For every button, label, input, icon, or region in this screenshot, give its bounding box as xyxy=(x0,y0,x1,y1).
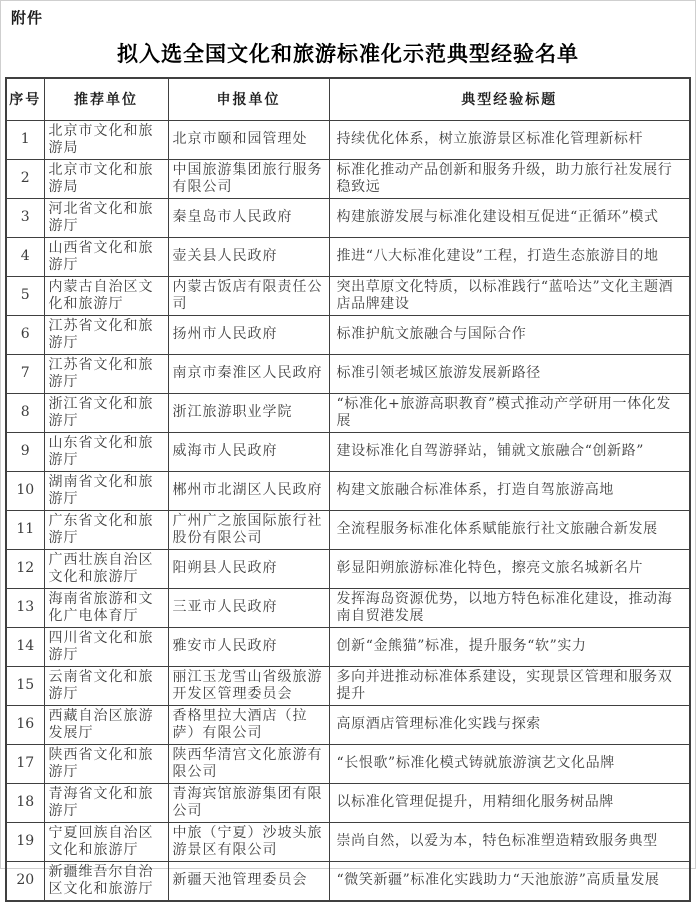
cell-experience-title: 全流程服务标准化体系赋能旅行社文旅融合新发展 xyxy=(329,510,690,549)
cell-applicant: 内蒙古饭店有限责任公司 xyxy=(168,276,329,315)
table-row xyxy=(6,510,690,549)
cell-recommender: 四川省文化和旅游厅 xyxy=(44,627,168,666)
cell-recommender: 海南省旅游和文化广电体育厅 xyxy=(44,588,168,627)
col-header-applicant: 申报单位 xyxy=(168,78,329,120)
page-title: 拟入选全国文化和旅游标准化示范典型经验名单 xyxy=(117,41,579,66)
table-row xyxy=(6,549,690,588)
cell-experience-title: 多向并进推动标准体系建设，实现景区管理和服务双提升 xyxy=(329,666,690,705)
cell-applicant: 丽江玉龙雪山省级旅游开发区管理委员会 xyxy=(168,666,329,705)
cell-applicant: 浙江旅游职业学院 xyxy=(168,393,329,432)
cell-experience-title: 持续优化体系，树立旅游景区标准化管理新标杆 xyxy=(329,120,690,159)
cell-applicant: 青海宾馆旅游集团有限公司 xyxy=(168,783,329,822)
cell-applicant: 阳朔县人民政府 xyxy=(168,549,329,588)
cell-index: 10 xyxy=(6,471,44,510)
cell-index: 13 xyxy=(6,588,44,627)
cell-recommender: 河北省文化和旅游厅 xyxy=(44,198,168,237)
table-row xyxy=(6,471,690,510)
cell-applicant: 三亚市人民政府 xyxy=(168,588,329,627)
col-header-index: 序号 xyxy=(6,78,44,120)
cell-experience-title: 创新“金熊猫”标准，提升服务“软”实力 xyxy=(329,627,690,666)
table-body xyxy=(6,120,690,901)
cell-experience-title: “微笑新疆”标准化实践助力“天池旅游”高质量发展 xyxy=(329,861,690,901)
table-row xyxy=(6,276,690,315)
cell-experience-title: 突出草原文化特质，以标准践行“蓝哈达”文化主题酒店品牌建设 xyxy=(329,276,690,315)
cell-applicant: 新疆天池管理委员会 xyxy=(168,861,329,901)
cell-experience-title: 以标准化管理促提升，用精细化服务树品牌 xyxy=(329,783,690,822)
cell-experience-title: 彰显阳朔旅游标准化特色，擦亮文旅名城新名片 xyxy=(329,549,690,588)
cell-index: 12 xyxy=(6,549,44,588)
cell-recommender: 广西壮族自治区文化和旅游厅 xyxy=(44,549,168,588)
table-row xyxy=(6,393,690,432)
cell-experience-title: “长恨歌”标准化模式铸就旅游演艺文化品牌 xyxy=(329,744,690,783)
cell-experience-title: 标准护航文旅融合与国际合作 xyxy=(329,315,690,354)
cell-applicant: 扬州市人民政府 xyxy=(168,315,329,354)
cell-index: 7 xyxy=(6,354,44,393)
cell-index: 3 xyxy=(6,198,44,237)
cell-applicant: 北京市颐和园管理处 xyxy=(168,120,329,159)
cell-index: 2 xyxy=(6,159,44,198)
table-row xyxy=(6,588,690,627)
cell-recommender: 新疆维吾尔自治区文化和旅游厅 xyxy=(44,861,168,901)
cell-index: 5 xyxy=(6,276,44,315)
cell-recommender: 湖南省文化和旅游厅 xyxy=(44,471,168,510)
cell-recommender: 山东省文化和旅游厅 xyxy=(44,432,168,471)
cell-index: 19 xyxy=(6,822,44,861)
cell-applicant: 壶关县人民政府 xyxy=(168,237,329,276)
cell-applicant: 雅安市人民政府 xyxy=(168,627,329,666)
table-row xyxy=(6,783,690,822)
experience-table xyxy=(5,77,691,902)
table-row xyxy=(6,432,690,471)
cell-recommender: 江苏省文化和旅游厅 xyxy=(44,354,168,393)
table-row xyxy=(6,861,690,901)
cell-index: 17 xyxy=(6,744,44,783)
cell-applicant: 香格里拉大酒店（拉萨）有限公司 xyxy=(168,705,329,744)
cell-experience-title: 发挥海岛资源优势，以地方特色标准化建设，推动海南自贸港发展 xyxy=(329,588,690,627)
table-row xyxy=(6,354,690,393)
table-row xyxy=(6,198,690,237)
table-row xyxy=(6,705,690,744)
table-row xyxy=(6,315,690,354)
cell-applicant: 威海市人民政府 xyxy=(168,432,329,471)
cell-applicant: 陕西华清宫文化旅游有限公司 xyxy=(168,744,329,783)
cell-index: 18 xyxy=(6,783,44,822)
cell-index: 16 xyxy=(6,705,44,744)
cell-recommender: 浙江省文化和旅游厅 xyxy=(44,393,168,432)
cell-recommender: 广东省文化和旅游厅 xyxy=(44,510,168,549)
table-row xyxy=(6,120,690,159)
cell-recommender: 山西省文化和旅游厅 xyxy=(44,237,168,276)
cell-index: 6 xyxy=(6,315,44,354)
cell-experience-title: 标准化推动产品创新和服务升级，助力旅行社发展行稳致远 xyxy=(329,159,690,198)
cell-experience-title: 高原酒店管理标准化实践与探索 xyxy=(329,705,690,744)
table-row xyxy=(6,159,690,198)
cell-recommender: 西藏自治区旅游发展厅 xyxy=(44,705,168,744)
cell-index: 1 xyxy=(6,120,44,159)
table-header xyxy=(6,78,690,120)
cell-applicant: 中旅（宁夏）沙坡头旅游景区有限公司 xyxy=(168,822,329,861)
col-header-recommender: 推荐单位 xyxy=(44,78,168,120)
cell-recommender: 云南省文化和旅游厅 xyxy=(44,666,168,705)
cell-experience-title: 建设标准化自驾游驿站，铺就文旅融合“创新路” xyxy=(329,432,690,471)
cell-recommender: 内蒙古自治区文化和旅游厅 xyxy=(44,276,168,315)
cell-recommender: 江苏省文化和旅游厅 xyxy=(44,315,168,354)
cell-experience-title: 崇尚自然，以爱为本，特色标准塑造精致服务典型 xyxy=(329,822,690,861)
attachment-label: 附件 xyxy=(11,9,44,27)
col-header-experience-title: 典型经验标题 xyxy=(329,78,690,120)
cell-index: 9 xyxy=(6,432,44,471)
cell-index: 14 xyxy=(6,627,44,666)
table-row xyxy=(6,822,690,861)
cell-index: 4 xyxy=(6,237,44,276)
cell-applicant: 南京市秦淮区人民政府 xyxy=(168,354,329,393)
cell-experience-title: 推进“八大标准化建设”工程，打造生态旅游目的地 xyxy=(329,237,690,276)
cell-recommender: 北京市文化和旅游局 xyxy=(44,159,168,198)
cell-experience-title: “标准化+旅游高职教育”模式推动产学研用一体化发展 xyxy=(329,393,690,432)
table-row xyxy=(6,666,690,705)
table-row xyxy=(6,627,690,666)
cell-recommender: 宁夏回族自治区文化和旅游厅 xyxy=(44,822,168,861)
cell-index: 20 xyxy=(6,861,44,901)
cell-applicant: 中国旅游集团旅行服务有限公司 xyxy=(168,159,329,198)
cell-applicant: 秦皇岛市人民政府 xyxy=(168,198,329,237)
cell-recommender: 陕西省文化和旅游厅 xyxy=(44,744,168,783)
cell-index: 11 xyxy=(6,510,44,549)
cell-experience-title: 构建旅游发展与标准化建设相互促进“正循环”模式 xyxy=(329,198,690,237)
table-row xyxy=(6,744,690,783)
cell-experience-title: 标准引领老城区旅游发展新路径 xyxy=(329,354,690,393)
cell-applicant: 郴州市北湖区人民政府 xyxy=(168,471,329,510)
cell-applicant: 广州广之旅国际旅行社股份有限公司 xyxy=(168,510,329,549)
cell-recommender: 北京市文化和旅游局 xyxy=(44,120,168,159)
header-row xyxy=(6,78,690,120)
cell-recommender: 青海省文化和旅游厅 xyxy=(44,783,168,822)
cell-index: 15 xyxy=(6,666,44,705)
table-row xyxy=(6,237,690,276)
cell-experience-title: 构建文旅融合标准体系，打造自驾旅游高地 xyxy=(329,471,690,510)
cell-index: 8 xyxy=(6,393,44,432)
